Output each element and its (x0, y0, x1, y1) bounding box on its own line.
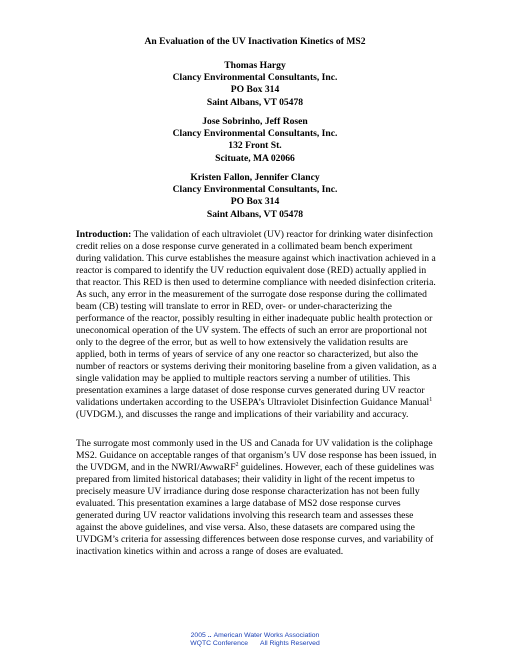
author-city: Scituate, MA 02066 (215, 152, 295, 164)
author-names: Jose Sobrinho, Jeff Rosen (202, 116, 308, 127)
author-city: Saint Albans, VT 05478 (206, 208, 304, 220)
author-address: 132 Front St. (228, 140, 282, 152)
page-footer (0, 632, 510, 649)
footer-year: 2005 (190, 632, 206, 639)
author-block-3 (0, 172, 510, 221)
footnote-ref-2: 2 (235, 461, 239, 468)
footer-conference: WQTC Conference (190, 640, 249, 648)
author-address: PO Box 314 (230, 84, 280, 96)
para2-text: The surrogate most commonly used in the US and Canada for UV validation is the coliphage MS2. Guidance on acceptable ranges of that organism’s UV dose response has been issued, in the UVDGM, and in the NWRI/AwwaRF (76, 438, 437, 473)
second-paragraph (76, 438, 438, 558)
footnote-ref-1: 1 (429, 396, 433, 403)
footer-line-1 (0, 632, 510, 640)
author-org: Clancy Environmental Consultants, Inc. (172, 184, 338, 196)
author-city: Saint Albans, VT 05478 (206, 96, 304, 108)
author-org: Clancy Environmental Consultants, Inc. (172, 72, 338, 84)
footer-organization: American Water Works Association (213, 632, 320, 639)
footer-line-2 (0, 640, 510, 648)
author-address: PO Box 314 (230, 196, 280, 208)
footer-rights: All Rights Reserved (260, 640, 320, 648)
paper-title: An Evaluation of the UV Inactivation Kinetics of MS2 (144, 36, 366, 47)
intro-text: The validation of each ultraviolet (UV) reactor for drinking water disinfection credit relies on a dose response curve generated in a collimated beam bench experiment during validation. This curve establishes the measure against which inactivation achieved in a reactor is compared to identify the UV reduction equivalent dose (RED) actually applied in that reactor. This RED is then used to determine compliance with needed disinfection criteria. As such, any error in the measurement of the surrogate dose response during the collimated beam (CB) testing will translate to error in RED, over- or under-characterizing the performance of the reactor, possibly resulting in either inadequate public health protection or uneconomical operation of the UV system. The effects of such an error are proportional not only to the degree of the error, but as well to how extensively the validation results are applied, both in terms of years of service of any one reactor so characterized, but also the number of reactors or systems deriving their monitoring baseline from a given validation, as a single validation may be applied to multiple reactors serving a number of utilities. This presentation examines a large dataset of dose response curves generated during UV reactor validations undertaken according to the USEPA’s Ultraviolet Disinfection Guidance Manual (76, 229, 437, 408)
author-org: Clancy Environmental Consultants, Inc. (172, 128, 338, 140)
introduction-paragraph (76, 229, 438, 421)
footer-separator: .. (207, 632, 212, 639)
author-names: Kristen Fallon, Jennifer Clancy (190, 172, 320, 183)
author-names: Thomas Hargy (224, 60, 286, 71)
para2-text-end: guidelines. However, each of these guidelines was prepared from limited historical databases; their validity in light of the recent impetus to precisely measure UV irradiance during dose response characterization has not been fully evaluated. This presentation examines a large database of MS2 dose response curves generated during UV reactor validations involving this research team and assesses these against the above guidelines, and vise versa. Also, these datasets are compared using the UVDGM’s criteria for assessing differences between dose response curves, and variability of inactivation kinetics within and across a range of doses are evaluated. (76, 462, 434, 557)
author-block-1 (0, 60, 510, 109)
intro-text-end: (UVDGM.), and discusses the range and implications of their variability and accuracy. (76, 409, 409, 420)
introduction-label: Introduction: (76, 229, 132, 240)
author-block-2 (0, 116, 510, 165)
